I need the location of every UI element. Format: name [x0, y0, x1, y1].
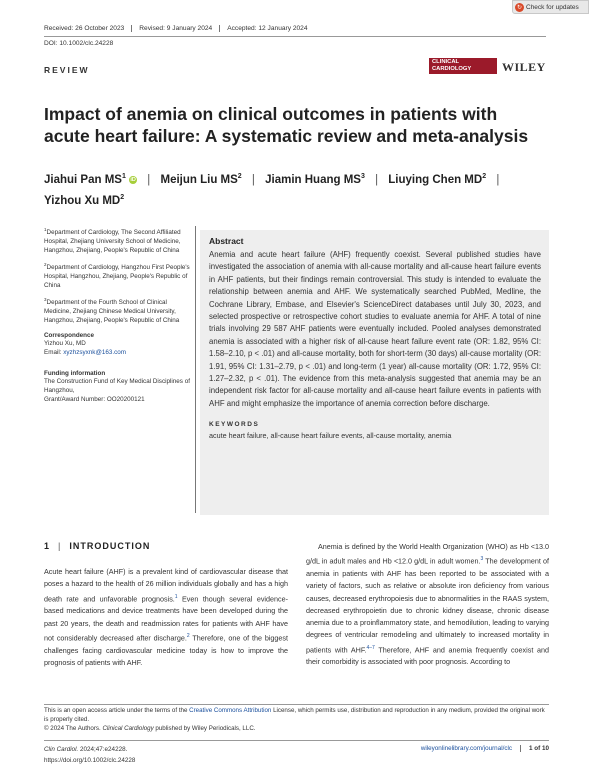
section-heading: 1 | INTRODUCTION: [44, 541, 151, 551]
citation-doi-link[interactable]: https://doi.org/10.1002/clc.24228: [44, 757, 136, 764]
correspondence-heading: Correspondence: [44, 331, 95, 339]
abstract-box: [200, 230, 549, 515]
check-for-updates-badge[interactable]: [512, 0, 589, 14]
correspondence-email-line: Email: xyzhzsyxnk@163.com: [44, 349, 126, 357]
affiliation: $^1$Department of Cardiology, The Second Affiliated Hospital, Zhejiang University School of Medicine, Hangzhou, Zhejiang, People's Republic of China: [44, 227, 181, 254]
article-title: Impact of anemia on clinical outcomes in patients with acute heart failure: A systematic review and meta-analysis: [44, 104, 529, 146]
orcid-icon[interactable]: iD: [130, 176, 136, 183]
license-note: This is an open access article under the terms of the Creative Commons Attribution License, which permits use, distribution and reproduction in any medium, provided the original work is properly cited. © 2024 The Authors. Clinical Cardiology published by Wiley Periodicals, LLC.: [44, 707, 545, 732]
sidebar-divider: [195, 226, 196, 513]
page-number: 1 of 10: [529, 745, 549, 752]
top-divider: [44, 36, 546, 37]
accepted-date: Accepted: 12 January 2024: [227, 25, 308, 32]
keywords-text: acute heart failure, all-cause heart failure events, all-cause mortality, anemia: [209, 431, 452, 441]
citation-info: Clin Cardiol. 2024;47:e24228. https://doi.org/10.1002/clc.24228: [44, 746, 136, 764]
journal-url-link[interactable]: wileyonlinelibrary.com/journal/clc: [421, 745, 521, 752]
citation-link[interactable]: 1: [174, 593, 178, 600]
doi: DOI: 10.1002/clc.24228: [44, 40, 114, 47]
keywords-heading: KEYWORDS: [209, 421, 260, 429]
citation-link[interactable]: 2: [186, 632, 190, 639]
citation-link[interactable]: 4–7: [366, 644, 375, 651]
logo-line1: CLINICAL: [432, 59, 460, 65]
author[interactable]: Yizhou Xu $MD^2$: [44, 193, 125, 207]
affiliations-sidebar: [44, 226, 192, 405]
funding-heading: Funding information: [44, 369, 106, 377]
body-column-left: Acute heart failure (AHF) is a prevalent kind of cardiovascular disease that poses a hazard to the health of 26 million individuals globally and has a high death rate and unfavorable prognosis.$^1$ Even though several evidence-based medications and device treatments have been developed during the past 20 years, the death and readmission rates for patients with AHF have not considerably decreased after discharge.$^2$ Therefore, one of the biggest challenges facing cardiovascular medicine today is how to improve the prognosis of patients with AHF.: [44, 567, 288, 667]
affiliation: $^2$Department of Cardiology, Hangzhou First People's Hospital, Hangzhou, Zhejiang, People's Republic of China: [44, 262, 190, 289]
logo-line2: CARDIOLOGY: [432, 66, 472, 72]
journal-page-info: [421, 745, 549, 752]
abstract-text: Anemia and acute heart failure (AHF) frequently coexist. Several published studies have investigated the association of anemia with all-cause mortality and all-cause heart failure events in AHF patients, but their findings remain controversial. This study is intended to evaluate the relationship between anemia and AHF. We systematically searched PubMed, Medline, the Cochrane Library, Embase, and Elsevier's ScienceDirect databases until July 30, 2023, and selected prospective or retrospective cohort studies to evaluate anemia for AHF. A total of nine trials involving 29 587 AHF patients were eventually included. Pooled analyses demonstrated anemia is associated with a higher risk of all-cause heart failure event rate (OR: 1.82, 95% CI: 1.58–2.10, p < .01) and all-cause mortality, both for short-term (30 days) all-cause mortality (OR: 1.91, 95% CI: 1.31–2.79, p < .01) and long-term (1 year) all-cause mortality (OR: 1.72, 95% CI: 1.27–2.32, p < .01). The evidence from this meta-analysis suggested that anemia may be an independent risk factor for all-cause mortality and all-cause heart failure events in patients with AHF and might emphasize the importance of anemia correction before discharge.: [209, 250, 542, 408]
revised-date: Revised: 9 January 2024: [132, 25, 220, 32]
received-date: Received: 26 October 2023: [44, 25, 132, 32]
author[interactable]: Liuying Chen $MD^2$: [388, 173, 487, 186]
author[interactable]: Jiamin Huang $MS^3$: [265, 173, 365, 186]
article-type: REVIEW: [44, 65, 90, 75]
check-updates-label: Check for updates: [526, 3, 579, 11]
body-column-right: Anemia is defined by the World Health Organization (WHO) as Hb <13.0 g/dL in adult males and Hb <12.0 g/dL in adult women.$^3$ The development of anemia in patients with AHF has been reported to be associated with a variety of factors, such as relative or absolute iron deficiency from various causes, decreased erythropoiesis due to abnormalities in the RAAS system, decreased erythropoietin due to chronic kidney disease, chronic disease anemia due to a proinflammatory state, and hemodilution, leading to varying degrees of ventricular remodeling and ultimately to increased mortality in patients with AHF.$^{4-7}$ Therefore, AHF and anemia frequently coexist and their comorbidity is associated with poor prognosis. According to: [306, 542, 549, 667]
funding-line1: The Construction Fund of Key Medical Disciplines of Hangzhou,: [44, 378, 190, 395]
citation-link[interactable]: 3: [480, 556, 484, 563]
refresh-icon: ↻: [516, 4, 523, 11]
license-link[interactable]: Creative Commons Attribution: [189, 707, 272, 714]
correspondence-name: Yizhou Xu, MD: [44, 340, 86, 348]
wiley-logo: WILEY: [502, 60, 546, 74]
funding-line2: Grant/Award Number: OO20200121: [44, 395, 145, 403]
affiliation: $^3$Department of the Fourth School of Clinical Medicine, Zhejiang Chinese Medical University, Hangzhou, Zhejiang, People's Republic of China: [44, 297, 180, 324]
email-link[interactable]: xyzhzsyxnk@163.com: [63, 349, 126, 357]
abstract-heading: Abstract: [209, 236, 244, 246]
footer-divider: [44, 704, 549, 705]
footer-divider-2: [44, 740, 549, 741]
article-dates: [44, 25, 315, 32]
author[interactable]: Meijun Liu $MS^2$: [160, 173, 242, 186]
clinical-cardiology-logo: [429, 58, 497, 74]
author[interactable]: Jiahui Pan $MS^1$: [44, 173, 126, 186]
author-list: Jiahui Pan $MS^1$ iD | Meijun Liu $MS^2$ | Jiamin Huang $MS^3$ | Liuying Chen $MD^2$ | Yizhou Xu $MD^2$: [44, 173, 500, 207]
